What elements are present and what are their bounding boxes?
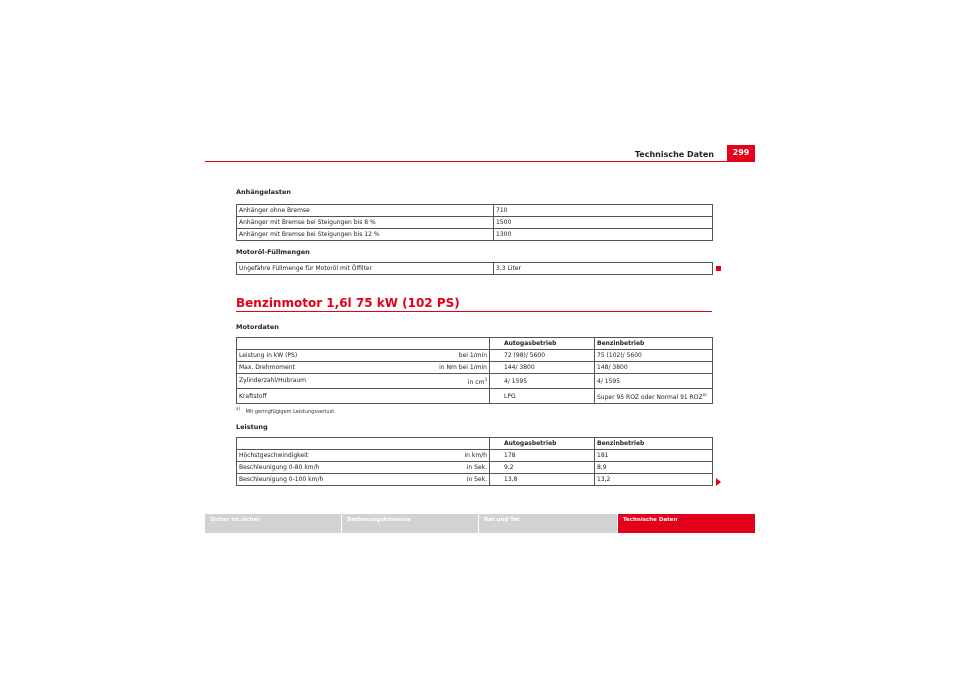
section-motoroel-title: Motoröl-Füllmengen bbox=[236, 248, 310, 256]
row-benzin-value: 181 bbox=[595, 450, 713, 462]
end-marker-square bbox=[716, 266, 721, 271]
footnote bbox=[236, 406, 336, 415]
col-autogas-header: Autogasbetrieb bbox=[490, 438, 595, 450]
table-header-row bbox=[237, 438, 713, 450]
table-row bbox=[237, 374, 713, 389]
row-autogas-value: 72 (98)/ 5600 bbox=[490, 350, 595, 362]
table-row bbox=[237, 450, 713, 462]
table-header-row bbox=[237, 338, 713, 350]
row-label: Max. Drehmoment bbox=[239, 364, 295, 371]
nav-tab-technische-daten[interactable]: Technische Daten bbox=[618, 514, 755, 533]
header-empty-cell bbox=[237, 438, 490, 450]
page-header-title: Technische Daten bbox=[634, 150, 714, 159]
row-label: Höchstgeschwindigkeit bbox=[239, 452, 309, 459]
table-row bbox=[237, 362, 713, 374]
motordaten-table bbox=[236, 337, 713, 404]
row-autogas-value: 178 bbox=[490, 450, 595, 462]
footnote-mark: a) bbox=[236, 406, 241, 411]
row-value: 710 bbox=[494, 205, 713, 217]
section-heading-rule bbox=[236, 311, 712, 312]
row-unit: in Nm bei 1/min bbox=[439, 364, 487, 371]
motoroel-table bbox=[236, 262, 713, 275]
row-value: 3,3 Liter bbox=[494, 263, 713, 275]
row-autogas-value: LPG bbox=[490, 389, 595, 404]
row-label: Zylinderzahl/Hubraum bbox=[239, 376, 306, 384]
table-row bbox=[237, 205, 713, 217]
row-label: Beschleunigung 0-100 km/h bbox=[239, 476, 324, 483]
table-row bbox=[237, 474, 713, 486]
row-label: Kraftstoff bbox=[239, 392, 267, 400]
row-unit: in Sek. bbox=[466, 464, 487, 471]
table-row bbox=[237, 462, 713, 474]
row-value: 1500 bbox=[494, 217, 713, 229]
motordaten-title: Motordaten bbox=[236, 323, 279, 331]
table-row bbox=[237, 389, 713, 404]
table-row bbox=[237, 350, 713, 362]
header-rule bbox=[205, 161, 755, 162]
row-label: Beschleunigung 0-80 km/h bbox=[239, 464, 320, 471]
table-row bbox=[237, 217, 713, 229]
footnote-text: Mit geringfügigem Leistungsverlust. bbox=[245, 408, 336, 415]
header-empty-cell bbox=[237, 338, 490, 350]
row-autogas-value: 9,2 bbox=[490, 462, 595, 474]
row-autogas-value: 144/ 3800 bbox=[490, 362, 595, 374]
row-benzin-value: 4/ 1595 bbox=[595, 374, 713, 389]
anhaengelasten-table bbox=[236, 204, 713, 241]
nav-tab-bedienungshinweise[interactable]: Bedienungshinweise bbox=[342, 514, 478, 533]
row-label: Ungefähre Füllmenge für Motoröl mit Ölfilter bbox=[237, 263, 494, 275]
row-unit: in Sek. bbox=[466, 476, 487, 483]
row-label: Anhänger mit Bremse bei Steigungen bis 12 % bbox=[237, 229, 494, 241]
row-value: 1300 bbox=[494, 229, 713, 241]
row-benzin-value: 8,9 bbox=[595, 462, 713, 474]
col-benzin-header: Benzinbetrieb bbox=[595, 438, 713, 450]
row-unit: in km/h bbox=[464, 452, 487, 459]
col-benzin-header: Benzinbetrieb bbox=[595, 338, 713, 350]
section-anhaengelasten-title: Anhängelasten bbox=[236, 188, 291, 196]
col-autogas-header: Autogasbetrieb bbox=[490, 338, 595, 350]
row-benzin-value: 148/ 3800 bbox=[595, 362, 713, 374]
leistung-title: Leistung bbox=[236, 423, 268, 431]
row-label: Anhänger ohne Bremse bbox=[237, 205, 494, 217]
leistung-table bbox=[236, 437, 713, 486]
row-label: Leistung in kW (PS) bbox=[239, 352, 298, 359]
row-benzin-value: 13,2 bbox=[595, 474, 713, 486]
row-benzin-value: Super 95 ROZ oder Normal 91 ROZ bbox=[597, 393, 703, 401]
table-row bbox=[237, 263, 713, 275]
page-number: 299 bbox=[727, 145, 755, 161]
row-autogas-value: 4/ 1595 bbox=[490, 374, 595, 389]
row-label: Anhänger mit Bremse bei Steigungen bis 8 % bbox=[237, 217, 494, 229]
row-benzin-value: 75 (102)/ 5600 bbox=[595, 350, 713, 362]
row-unit: in cm bbox=[467, 378, 485, 386]
row-autogas-value: 13,8 bbox=[490, 474, 595, 486]
continue-arrow-icon bbox=[716, 478, 721, 486]
footnote-ref: a) bbox=[702, 391, 707, 397]
table-row bbox=[237, 229, 713, 241]
row-unit: bei 1/min bbox=[458, 352, 487, 359]
nav-tab-rat-und-tat[interactable]: Rat und Tat bbox=[479, 514, 617, 533]
section-heading: Benzinmotor 1,6l 75 kW (102 PS) bbox=[236, 296, 460, 310]
unit-superscript: 3 bbox=[484, 376, 487, 382]
nav-tab-sicher-ist-sicher[interactable]: Sicher ist sicher bbox=[205, 514, 341, 533]
